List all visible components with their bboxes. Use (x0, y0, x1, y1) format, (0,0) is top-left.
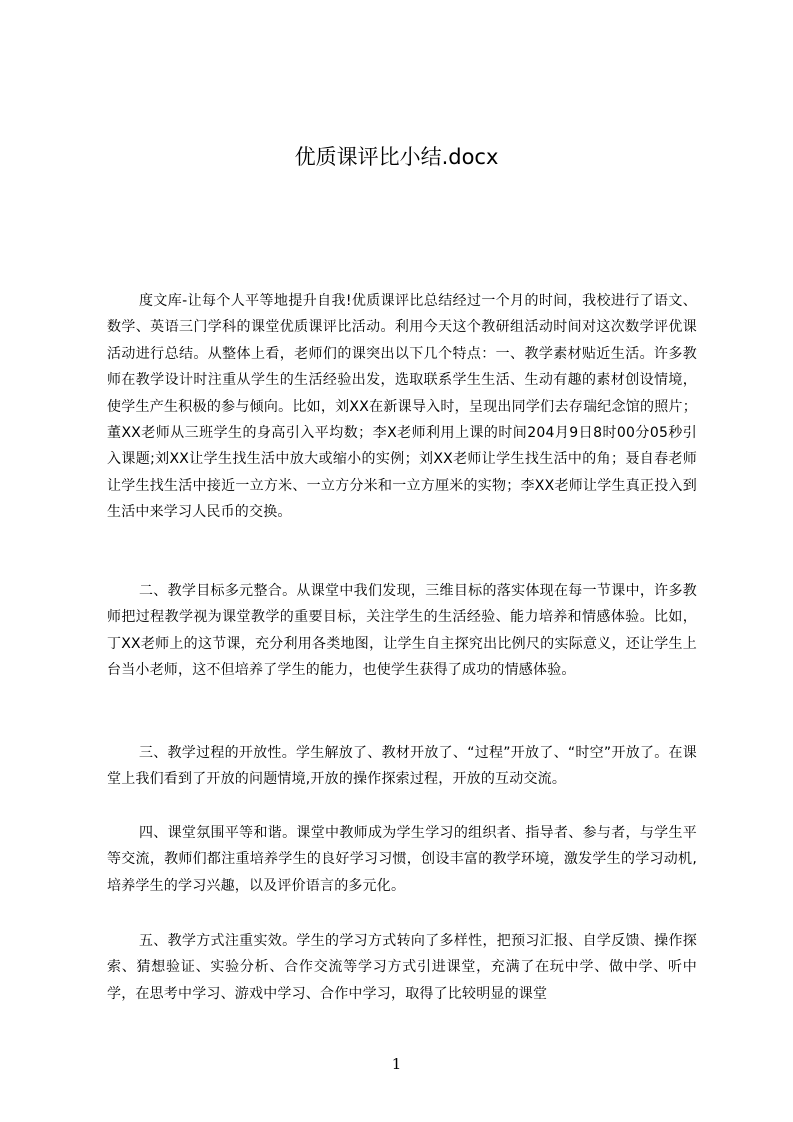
paragraph-intro: 度文库-让每个人平等地提升自我!优质课评比总结经过一个月的时间，我校进行了语文、数学、英语三门学科的课堂优质课评比活动。利用今天这个教研组活动时间对这次数学评优课活动进行总结。从整体上看，老师们的课突出以下几个特点：一、教学素材贴近生活。许多教师在教学设计时注重从学生的生活经验出发，选取联系学生生活、生动有趣的素材创设情境，使学生产生积极的参与倾向。比如，刘XX在新课导入时，呈现出同学们去存瑞纪念馆的照片；董XX老师从三班学生的身高引入平均数；李X老师利用上课的时间204月9日8时00分05秒引入课题;刘XX让学生找生活中放大或缩小的实例；刘XX老师让学生找生活中的角；聂自春老师让学生找生活中接近一立方米、一立方分米和一立方厘米的实物；李XX老师让学生真正投入到生活中来学习人民币的交换。 (107, 293, 697, 521)
paragraph-teaching-goals: 二、教学目标多元整合。从课堂中我们发现，三维目标的落实体现在每一节课中，许多教师把过程教学视为课堂教学的重要目标，关注学生的生活经验、能力培养和情感体验。比如，丁XX老师上的这节课，充分利用各类地图，让学生自主探究出比例尺的实际意义，还让学生上台当小老师，这不但培养了学生的能力，也使学生获得了成功的情感体验。 (107, 583, 697, 679)
page-number: 1 (391, 1055, 402, 1073)
document-title: 优质课评比小结.docx (294, 145, 499, 169)
paragraph-openness: 三、教学过程的开放性。学生解放了、教材开放了、“过程”开放了、“时空”开放了。在课堂上我们看到了开放的问题情境,开放的操作探索过程，开放的互动交流。 (107, 745, 697, 788)
paragraph-classroom-atmosphere: 四、课堂氛围平等和谐。课堂中教师成为学生学习的组织者、指导者、参与者，与学生平等交流，教师们都注重培养学生的良好学习习惯，创设丰富的教学环境，激发学生的学习动机,培养学生的学习兴趣，以及评价语言的多元化。 (107, 825, 697, 894)
paragraph-teaching-methods: 五、教学方式注重实效。学生的学习方式转向了多样性，把预习汇报、自学反馈、操作探索、猜想验证、实验分析、合作交流等学习方式引进课堂，充满了在玩中学、做中学、听中学，在思考中学习、游戏中学习、合作中学习，取得了比较明显的课堂 (107, 933, 697, 1002)
